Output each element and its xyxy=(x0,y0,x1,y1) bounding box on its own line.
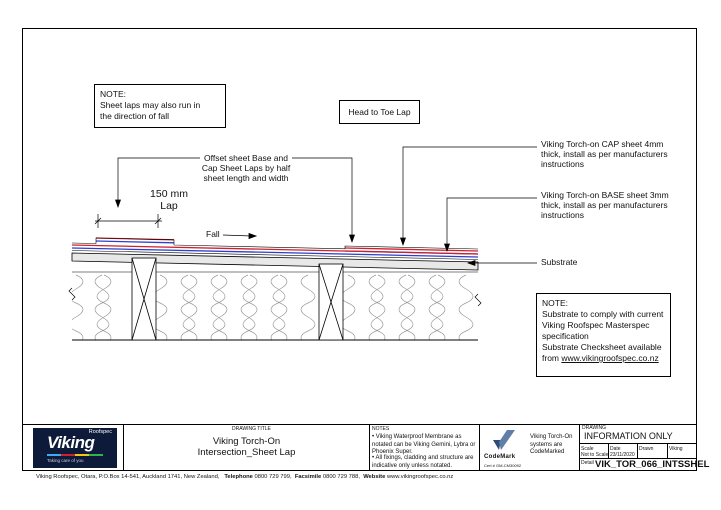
cap-line1: Viking Torch-on CAP sheet 4mm xyxy=(541,139,664,149)
divider xyxy=(637,443,638,458)
note-line: specification xyxy=(542,331,589,341)
drawn-value: Viking xyxy=(669,446,683,452)
divider xyxy=(579,443,697,444)
footer xyxy=(36,474,453,480)
head-to-toe-lap-box xyxy=(339,100,420,124)
footer-web-label: Website xyxy=(363,474,386,480)
note-line: Substrate to comply with current xyxy=(542,309,664,319)
cap-line2: thick, install as per manufacturers xyxy=(541,149,668,159)
detail-caption: Detail xyxy=(581,460,594,466)
website-link[interactable]: www.vikingroofspec.co.nz xyxy=(561,353,659,363)
divider xyxy=(667,443,668,458)
base-line1: Viking Torch-on BASE sheet 3mm xyxy=(541,190,669,200)
note-line: Substrate Checksheet available xyxy=(542,342,662,352)
footer-tel: 0800 729 799, xyxy=(254,474,292,480)
drawing-title-cell xyxy=(123,424,370,471)
drawing-title-caption: DRAWING TITLE xyxy=(232,426,271,432)
note-sheet-laps xyxy=(94,84,226,128)
cap-sheet-label xyxy=(541,139,668,169)
substrate-label: Substrate xyxy=(541,257,578,267)
cert-number: Cert # GM-CM30092 xyxy=(484,463,522,468)
rafter-right xyxy=(319,264,343,340)
drawing-caption: DRAWING xyxy=(582,425,606,431)
base-line3: instructions xyxy=(541,210,584,220)
notes-item2-text: All fixings, cladding and structure are indicative only unless notated. xyxy=(372,455,474,469)
scale-caption: Scale xyxy=(581,446,594,452)
drawing-title xyxy=(124,436,369,458)
cap-leader xyxy=(401,147,538,245)
date-caption: Date xyxy=(610,446,621,452)
notes-caption: NOTES xyxy=(372,426,390,432)
footer-fax-label: Facsimile xyxy=(294,474,322,480)
codemark-icon xyxy=(491,428,517,452)
logo-stripes xyxy=(47,454,103,456)
offset-line1: Offset sheet Base and xyxy=(204,153,288,163)
note-line: Sheet laps may also run in xyxy=(100,100,201,110)
base-leader xyxy=(445,198,538,251)
note-heading: NOTE: xyxy=(100,89,126,99)
note-prefix: from xyxy=(542,353,562,363)
detail-value: VIK_TOR_066_INTSSHEL xyxy=(595,459,710,470)
base-sheet-label xyxy=(541,190,669,220)
drawn-caption: Drawn xyxy=(639,446,654,452)
note-line: the direction of fall xyxy=(100,111,169,121)
footer-web[interactable]: www.vikingroofspec.co.nz xyxy=(386,474,454,480)
note-heading: NOTE: xyxy=(542,298,568,308)
notes-item2: • All fixings, cladding and structure are indicative only unless notated. xyxy=(372,455,474,469)
lap-label xyxy=(148,188,190,212)
logo-viking: Viking xyxy=(47,433,95,452)
note-line: Viking Roofspec Masterspec xyxy=(542,320,650,330)
note-substrate xyxy=(536,293,671,377)
offset-label xyxy=(198,153,294,183)
codemark-text: Viking Torch-On systems are CodeMarked xyxy=(530,434,573,455)
lap-value: 150 mm xyxy=(150,188,188,200)
logo-tagline: Taking care of you xyxy=(47,458,84,463)
fall-arrow xyxy=(223,234,256,239)
lap-dimension xyxy=(95,214,162,228)
drawing-status: INFORMATION ONLY xyxy=(584,431,673,441)
date-value: 23/11/2020 xyxy=(610,452,635,458)
footer-address: Viking Roofspec, Otara, P.O.Box 14-541, Auckland 1741, New Zealand, xyxy=(36,474,220,480)
footer-tel-label: Telephone xyxy=(224,474,253,480)
fall-label: Fall xyxy=(206,229,220,239)
note-line xyxy=(542,353,665,364)
offset-line2: Cap Sheet Laps by half xyxy=(201,163,291,173)
logo-roofspec: Roofspec xyxy=(88,429,112,435)
head-to-toe-lap-label: Head to Toe Lap xyxy=(348,107,411,117)
codemark-label: CodeMark xyxy=(484,454,516,460)
notes-item1-text: Viking Waterproof Membrane as notated can be Viking Gemini, Lybra or Phoenix Super. xyxy=(372,434,476,455)
notes-item1: • Viking Waterproof Membrane as notated can be Viking Gemini, Lybra or Phoenix Super. xyxy=(372,434,476,455)
scale-value: Not to Scale xyxy=(581,452,609,458)
break-line-right xyxy=(475,294,481,306)
logo xyxy=(33,428,117,468)
footer-fax: 0800 729 788, xyxy=(322,474,360,480)
lap-word: Lap xyxy=(160,200,178,212)
rafter-left xyxy=(132,258,156,340)
cap-line3: instructions xyxy=(541,159,584,169)
notes-cell xyxy=(369,424,480,471)
offset-line3: sheet length and width xyxy=(203,173,289,183)
drawing-title-line2: Intersection_Sheet Lap xyxy=(197,447,296,458)
drawing-title-line1: Viking Torch-On xyxy=(212,436,281,447)
insulation xyxy=(69,275,473,345)
base-line2: thick, install as per manufacturers xyxy=(541,200,668,210)
codemark-cell xyxy=(479,424,580,471)
